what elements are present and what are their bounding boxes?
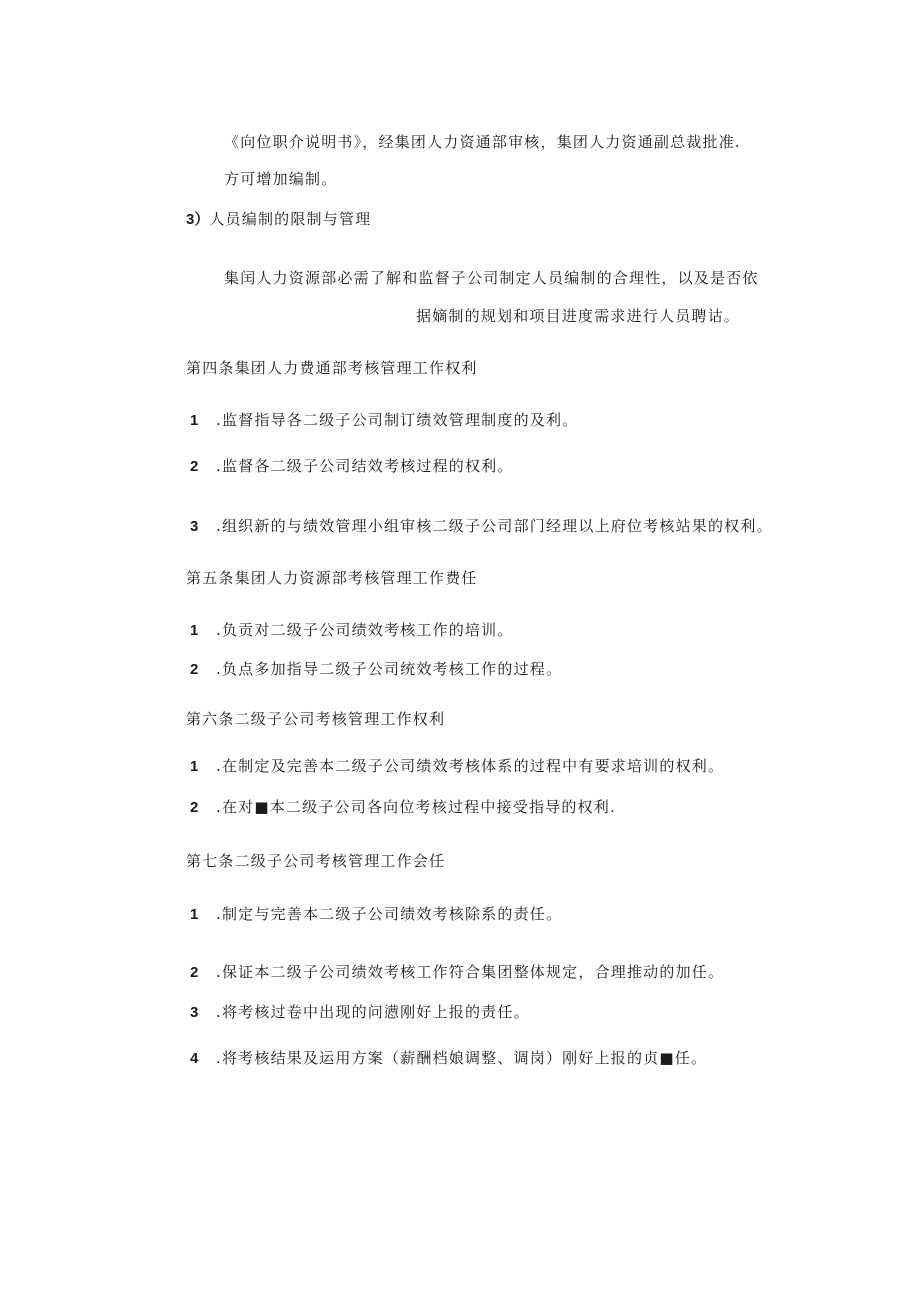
item-number: 1 [190,758,199,775]
item-text: .制定与完善本二级子公司绩效考核除系的责任。 [216,905,563,923]
section-3-paragraph-line-1: 集闰人力资源部必需了解和监督子公司制定人员编制的合理性，以及是否依 [224,269,759,287]
item-text: .保证本二级子公司绩效考核工作符合集团整体规定，合理推动的加任。 [216,963,725,981]
article-7-item-3 [190,1002,530,1023]
article-4-heading: 第四条集团人力费通部考核管理工作权利 [186,359,478,377]
intro-line-1: 《向位职介说明书》，经集团人力资通部审核，集团人力资通副总裁批准. [224,133,741,151]
item-number: 3 [190,1004,199,1021]
item-number: 4 [190,1050,199,1067]
article-5-heading: 第五条集团人力资源部考核管理工作费任 [186,569,478,587]
item-text: .将考核过卷中出现的问懑刚好上报的责任。 [216,1003,530,1021]
item-text: .负点多加指导二级子公司统效考核工作的过程。 [216,660,563,678]
article-7-item-4 [190,1048,707,1069]
item-text: .在制定及完善本二级子公司绩效考核体系的过程中有要求培训的权利。 [216,757,725,775]
section-number: 3） [186,211,210,228]
item-number: 1 [190,622,199,639]
item-number: 3 [190,518,199,535]
item-number: 1 [190,906,199,923]
item-number: 2 [190,458,199,475]
article-5-item-2 [190,659,562,680]
item-number: 2 [190,661,199,678]
intro-line-2: 方可增加编制。 [224,170,338,188]
article-6-item-1 [190,756,724,777]
article-4-item-2 [190,456,514,477]
article-6-item-2 [190,797,616,818]
article-5-item-1 [190,620,514,641]
section-3-paragraph-line-2: 据嫡制的规划和项目进度需求进行人员聘诂。 [416,307,741,325]
item-text: .将考核结果及运用方案（薪酬档娘调整、调岗）刚好上报的贞■任。 [216,1049,708,1067]
article-7-item-1 [190,904,562,925]
item-number: 2 [190,964,199,981]
section-3-heading [186,209,371,230]
item-text: .负贡对二级子公司绩效考核工作的培训。 [216,621,514,639]
article-4-item-3 [190,516,773,537]
section-title: 人员编制的限制与管理 [209,210,372,228]
article-7-heading: 第七条二级子公司考核管理工作会任 [186,852,446,870]
item-number: 1 [190,412,199,429]
item-text: .组织新的与绩效管理小组审核二级子公司部门经理以上府位考核站果的权利。 [216,517,773,535]
article-7-item-2 [190,962,724,983]
item-text: .监督各二级子公司结效考核过程的权利。 [216,457,514,475]
item-text: .在对■本二级子公司各向位考核过程中接受指导的权利. [216,798,616,816]
article-4-item-1 [190,410,578,431]
item-text: .监督指导各二级子公司制订绩效管理制度的及利。 [216,411,579,429]
article-6-heading: 第六条二级子公司考核管理工作权利 [186,710,446,728]
item-number: 2 [190,799,199,816]
